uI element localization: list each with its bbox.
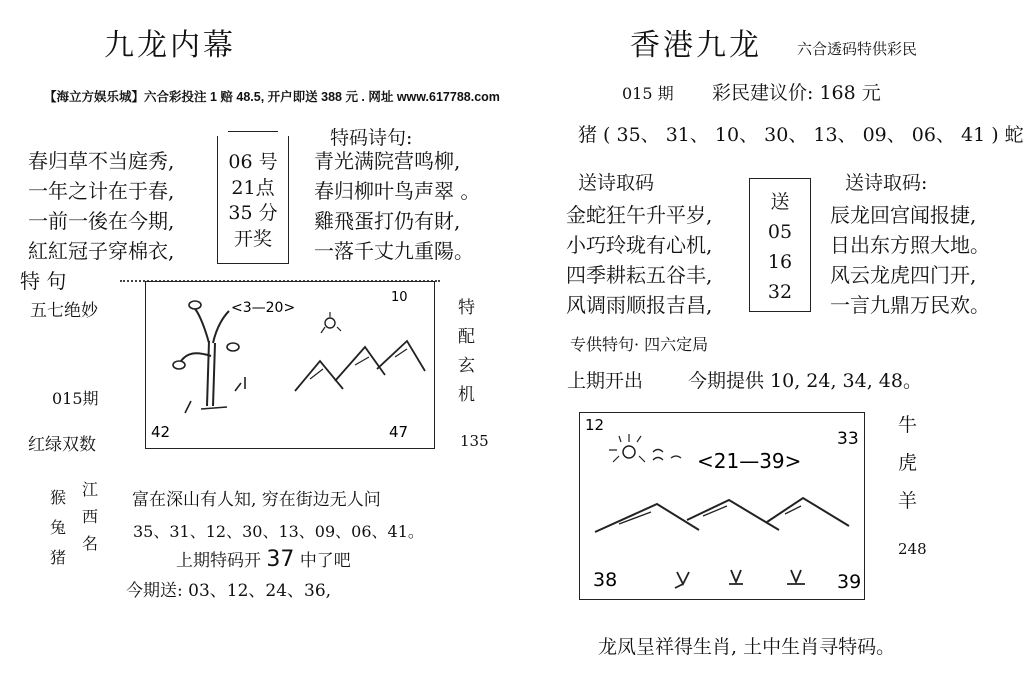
left-picture-num-bl: 42: [151, 423, 171, 441]
ad-banner: 【海立方娱乐城】六合彩投注 1 赔 48.5, 开户即送 388 元 . 网址 www.617788.com: [44, 90, 500, 104]
poem-line: 一前一後在今期,: [28, 209, 175, 233]
left-poem-left: [28, 146, 174, 266]
side-char: 虎: [898, 452, 918, 474]
side-char: 配: [458, 327, 475, 347]
right-picture-num-br: 39: [837, 571, 862, 593]
poem-line: 一年之计在于春,: [28, 179, 175, 203]
poem-line: 风云龙虎四门开,: [830, 263, 977, 287]
wuqi-label: 五七绝妙: [30, 301, 98, 321]
right-poem-right: [830, 200, 990, 320]
side-char: 羊: [898, 490, 918, 512]
right-poem-header-right: 送诗取码:: [845, 172, 928, 194]
right-subtitle: 六合透码特供彩民: [797, 40, 918, 58]
special-label: 特 句: [20, 269, 67, 293]
right-picture: [579, 412, 863, 598]
poem-line: 日出东方照大地。: [830, 233, 990, 257]
right-picture-range: <21—39>: [697, 449, 802, 473]
send-number-box: [749, 178, 811, 312]
draw-day: 06 号: [228, 151, 278, 173]
send-label: 送: [770, 191, 790, 213]
right-picture-num-tr: 33: [837, 429, 859, 449]
zodiac-vertical-right: [82, 476, 98, 557]
side-char: 玄: [458, 356, 475, 376]
zodiac-char: 兔: [50, 518, 67, 537]
last-hit-post: 中了吧: [299, 551, 351, 571]
left-side-vertical: [458, 294, 475, 410]
pig-line: 猪 ( 35、 31、 10、 30、 13、 09、 06、 41 ) 蛇: [578, 124, 1024, 146]
provide-line: 今期提供 10, 24, 34, 48。: [688, 370, 922, 392]
side-char: 牛: [898, 414, 918, 436]
draw-minute: 35 分: [228, 202, 278, 225]
right-poem-header-left: 送诗取码: [578, 172, 655, 194]
send-number: 32: [767, 281, 793, 303]
poem-line: 春归柳叶鸟声翠 。: [314, 179, 481, 203]
last-hit-line: [176, 546, 351, 572]
zodiac-vertical-left: [50, 483, 66, 573]
zodiac-char: 名: [82, 534, 99, 553]
zodiac-char: 猪: [50, 548, 67, 567]
last-hit-pre: 上期特码开: [176, 551, 261, 571]
footer-line: 龙凤呈祥得生肖, 土中生肖寻特码。: [598, 636, 896, 658]
right-issue: 015 期: [622, 84, 674, 103]
right-poem-left: [566, 200, 712, 320]
right-side-number: 248: [898, 540, 927, 558]
send-number: 05: [767, 221, 793, 243]
right-special-line: 专供特句· 四六定局: [570, 335, 709, 354]
poem-line: 青光满院营鸣柳,: [314, 149, 461, 173]
left-side-number: 135: [460, 432, 489, 450]
right-title: 香港九龙: [630, 28, 762, 63]
poem-line: 辰龙回宫闻报捷,: [830, 203, 977, 227]
left-number-line: 35、31、12、30、13、09、06、41。: [133, 522, 424, 541]
poem-line: 金蛇狂午升平岁,: [566, 203, 713, 227]
left-picture-num-br: 47: [389, 423, 409, 441]
left-picture-num-tr: 10: [391, 290, 408, 305]
poem-line: 一落千丈九重陽。: [314, 239, 474, 263]
zodiac-char: 猴: [50, 488, 67, 507]
red-green-label: 红绿双数: [28, 435, 96, 455]
left-title: 九龙内幕: [104, 28, 236, 63]
draw-time-box: [217, 136, 289, 264]
today-send: 今期送: 03、12、24、36,: [126, 581, 332, 601]
last-open-label: 上期开出: [567, 370, 644, 392]
draw-label: 开奖: [233, 227, 272, 250]
left-poem-right: [314, 146, 480, 266]
draw-hour: 21点: [231, 176, 275, 199]
poem-line: 风调雨顺报吉昌,: [566, 293, 713, 317]
poem-line: 四季耕耘五谷丰,: [566, 263, 713, 287]
zodiac-char: 江: [82, 480, 99, 499]
right-side-vertical: [898, 406, 917, 520]
right-picture-num-bl: 38: [593, 569, 618, 591]
side-char: 特: [458, 298, 475, 318]
poem-line: 小巧玲珑有心机,: [566, 233, 713, 257]
draw-box-top-mark: [228, 131, 278, 132]
zodiac-char: 西: [82, 507, 99, 526]
right-price: 彩民建议价: 168 元: [712, 82, 881, 104]
poem-line: 一言九鼎万民欢。: [830, 293, 990, 317]
poem-line: 紅紅冠子穿棉衣,: [28, 239, 175, 263]
left-picture: [145, 281, 433, 447]
poem-line: 春归草不当庭秀,: [28, 149, 175, 173]
side-char: 机: [458, 385, 475, 405]
poem-line: 雞飛蛋打仍有財,: [314, 209, 461, 233]
send-number: 16: [767, 251, 793, 273]
left-picture-range: <3—20>: [231, 300, 296, 316]
right-picture-num-tl: 12: [585, 416, 605, 434]
left-poem-header-right: 特码诗句:: [330, 127, 413, 149]
left-issue: 015期: [52, 389, 99, 408]
last-hit-num: 37: [266, 547, 295, 572]
proverb: 富在深山有人知, 穷在街边无人问: [132, 490, 381, 510]
